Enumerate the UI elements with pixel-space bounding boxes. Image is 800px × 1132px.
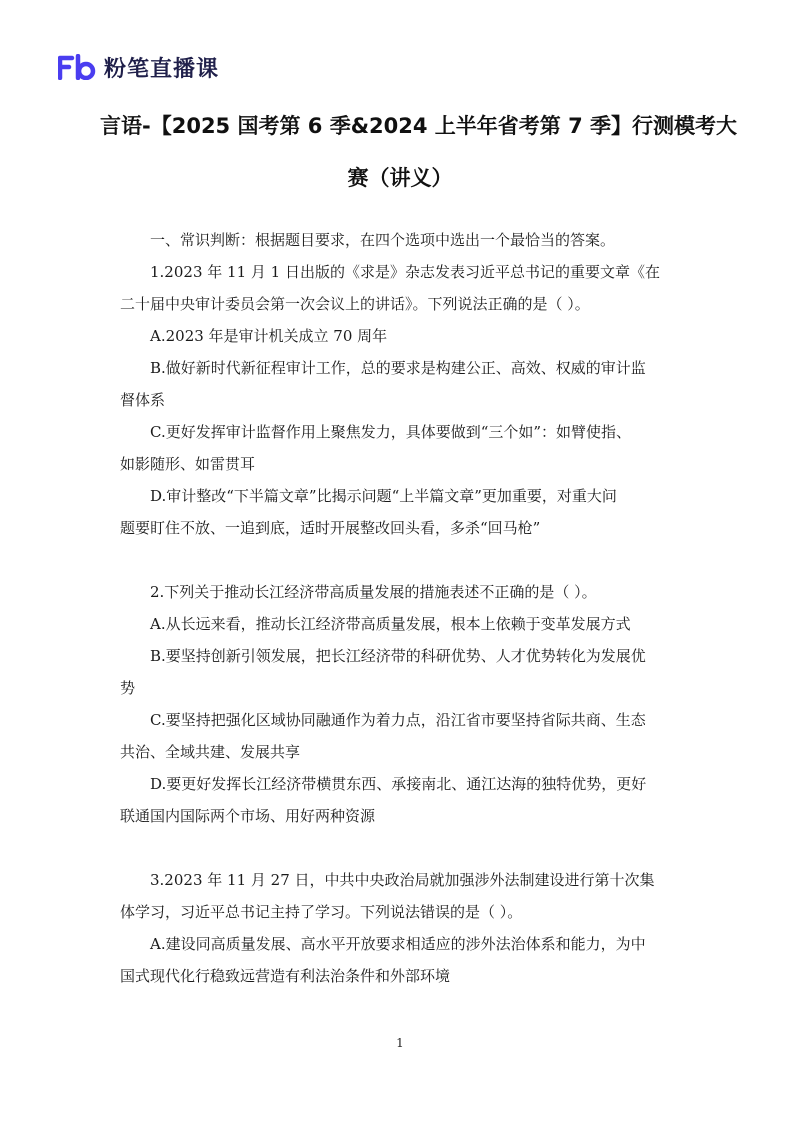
page-number: 1	[396, 1036, 404, 1050]
logo-text: 粉笔直播课	[104, 56, 220, 82]
option-b: B.做好新时代新征程审计工作，总的要求是构建公正、高效、权威的审计监	[150, 359, 646, 377]
brand-logo	[58, 52, 219, 82]
option-a: A.建设同高质量发展、高水平开放要求相适应的涉外法治体系和能力，为中	[150, 935, 646, 953]
option-c: C.更好发挥审计监督作用上聚焦发力，具体要做到“三个如”：如臂使指、	[150, 423, 632, 441]
question-stem-line: 3.2023 年 11 月 27 日，中共中央政治局就加强涉外法制建设进行第十次集	[150, 871, 655, 889]
question-stem-line: 体学习，习近平总书记主持了学习。下列说法错误的是（ ）。	[120, 903, 523, 921]
option-a: A.2023 年是审计机关成立 70 周年	[150, 327, 388, 345]
option-b: B.要坚持创新引领发展，把长江经济带的科研优势、人才优势转化为发展优	[150, 647, 646, 665]
option-d-continuation: 联通国内国际两个市场、用好两种资源	[120, 807, 376, 825]
fenbi-logo-icon	[58, 54, 98, 80]
question-stem-line: 二十届中央审计委员会第一次会议上的讲话》。下列说法正确的是（ ）。	[120, 295, 590, 313]
question-3	[120, 864, 685, 992]
question-stem-line: 2.下列关于推动长江经济带高质量发展的措施表述不正确的是（ ）。	[150, 583, 597, 601]
document-body	[120, 224, 685, 992]
blank-line	[120, 832, 685, 864]
option-c: C.要坚持把强化区域协同融通作为着力点，沿江省市要坚持省际共商、生态	[150, 711, 646, 729]
question-2	[120, 576, 685, 832]
option-d-continuation: 题要盯住不放、一追到底，适时开展整改回头看，多杀“回马枪”	[120, 519, 541, 537]
option-d: D.要更好发挥长江经济带横贯东西、承接南北、通江达海的独特优势，更好	[150, 775, 647, 793]
title-line-2: 赛（讲义）	[347, 166, 453, 190]
option-b-continuation: 势	[120, 679, 136, 697]
document-title	[100, 100, 738, 204]
title-line-1: 言语-【2025 国考第 6 季&2024 上半年省考第 7 季】行测模考大	[100, 114, 738, 138]
blank-line	[120, 544, 685, 576]
question-stem-line: 1.2023 年 11 月 1 日出版的《求是》杂志发表习近平总书记的重要文章《在	[150, 263, 660, 281]
option-a-continuation: 国式现代化行稳致远营造有利法治条件和外部环境	[120, 967, 451, 985]
question-1	[120, 256, 685, 544]
option-c-continuation: 共治、全域共建、发展共享	[120, 743, 301, 761]
option-c-continuation: 如影随形、如雷贯耳	[120, 455, 256, 473]
section-intro: 一、常识判断：根据题目要求，在四个选项中选出一个最恰当的答案。	[150, 231, 616, 249]
option-a: A.从长远来看，推动长江经济带高质量发展，根本上依赖于变革发展方式	[150, 615, 631, 633]
option-d: D.审计整改“下半篇文章”比揭示问题“上半篇文章”更加重要，对重大问	[150, 487, 617, 505]
option-b-continuation: 督体系	[120, 391, 166, 409]
